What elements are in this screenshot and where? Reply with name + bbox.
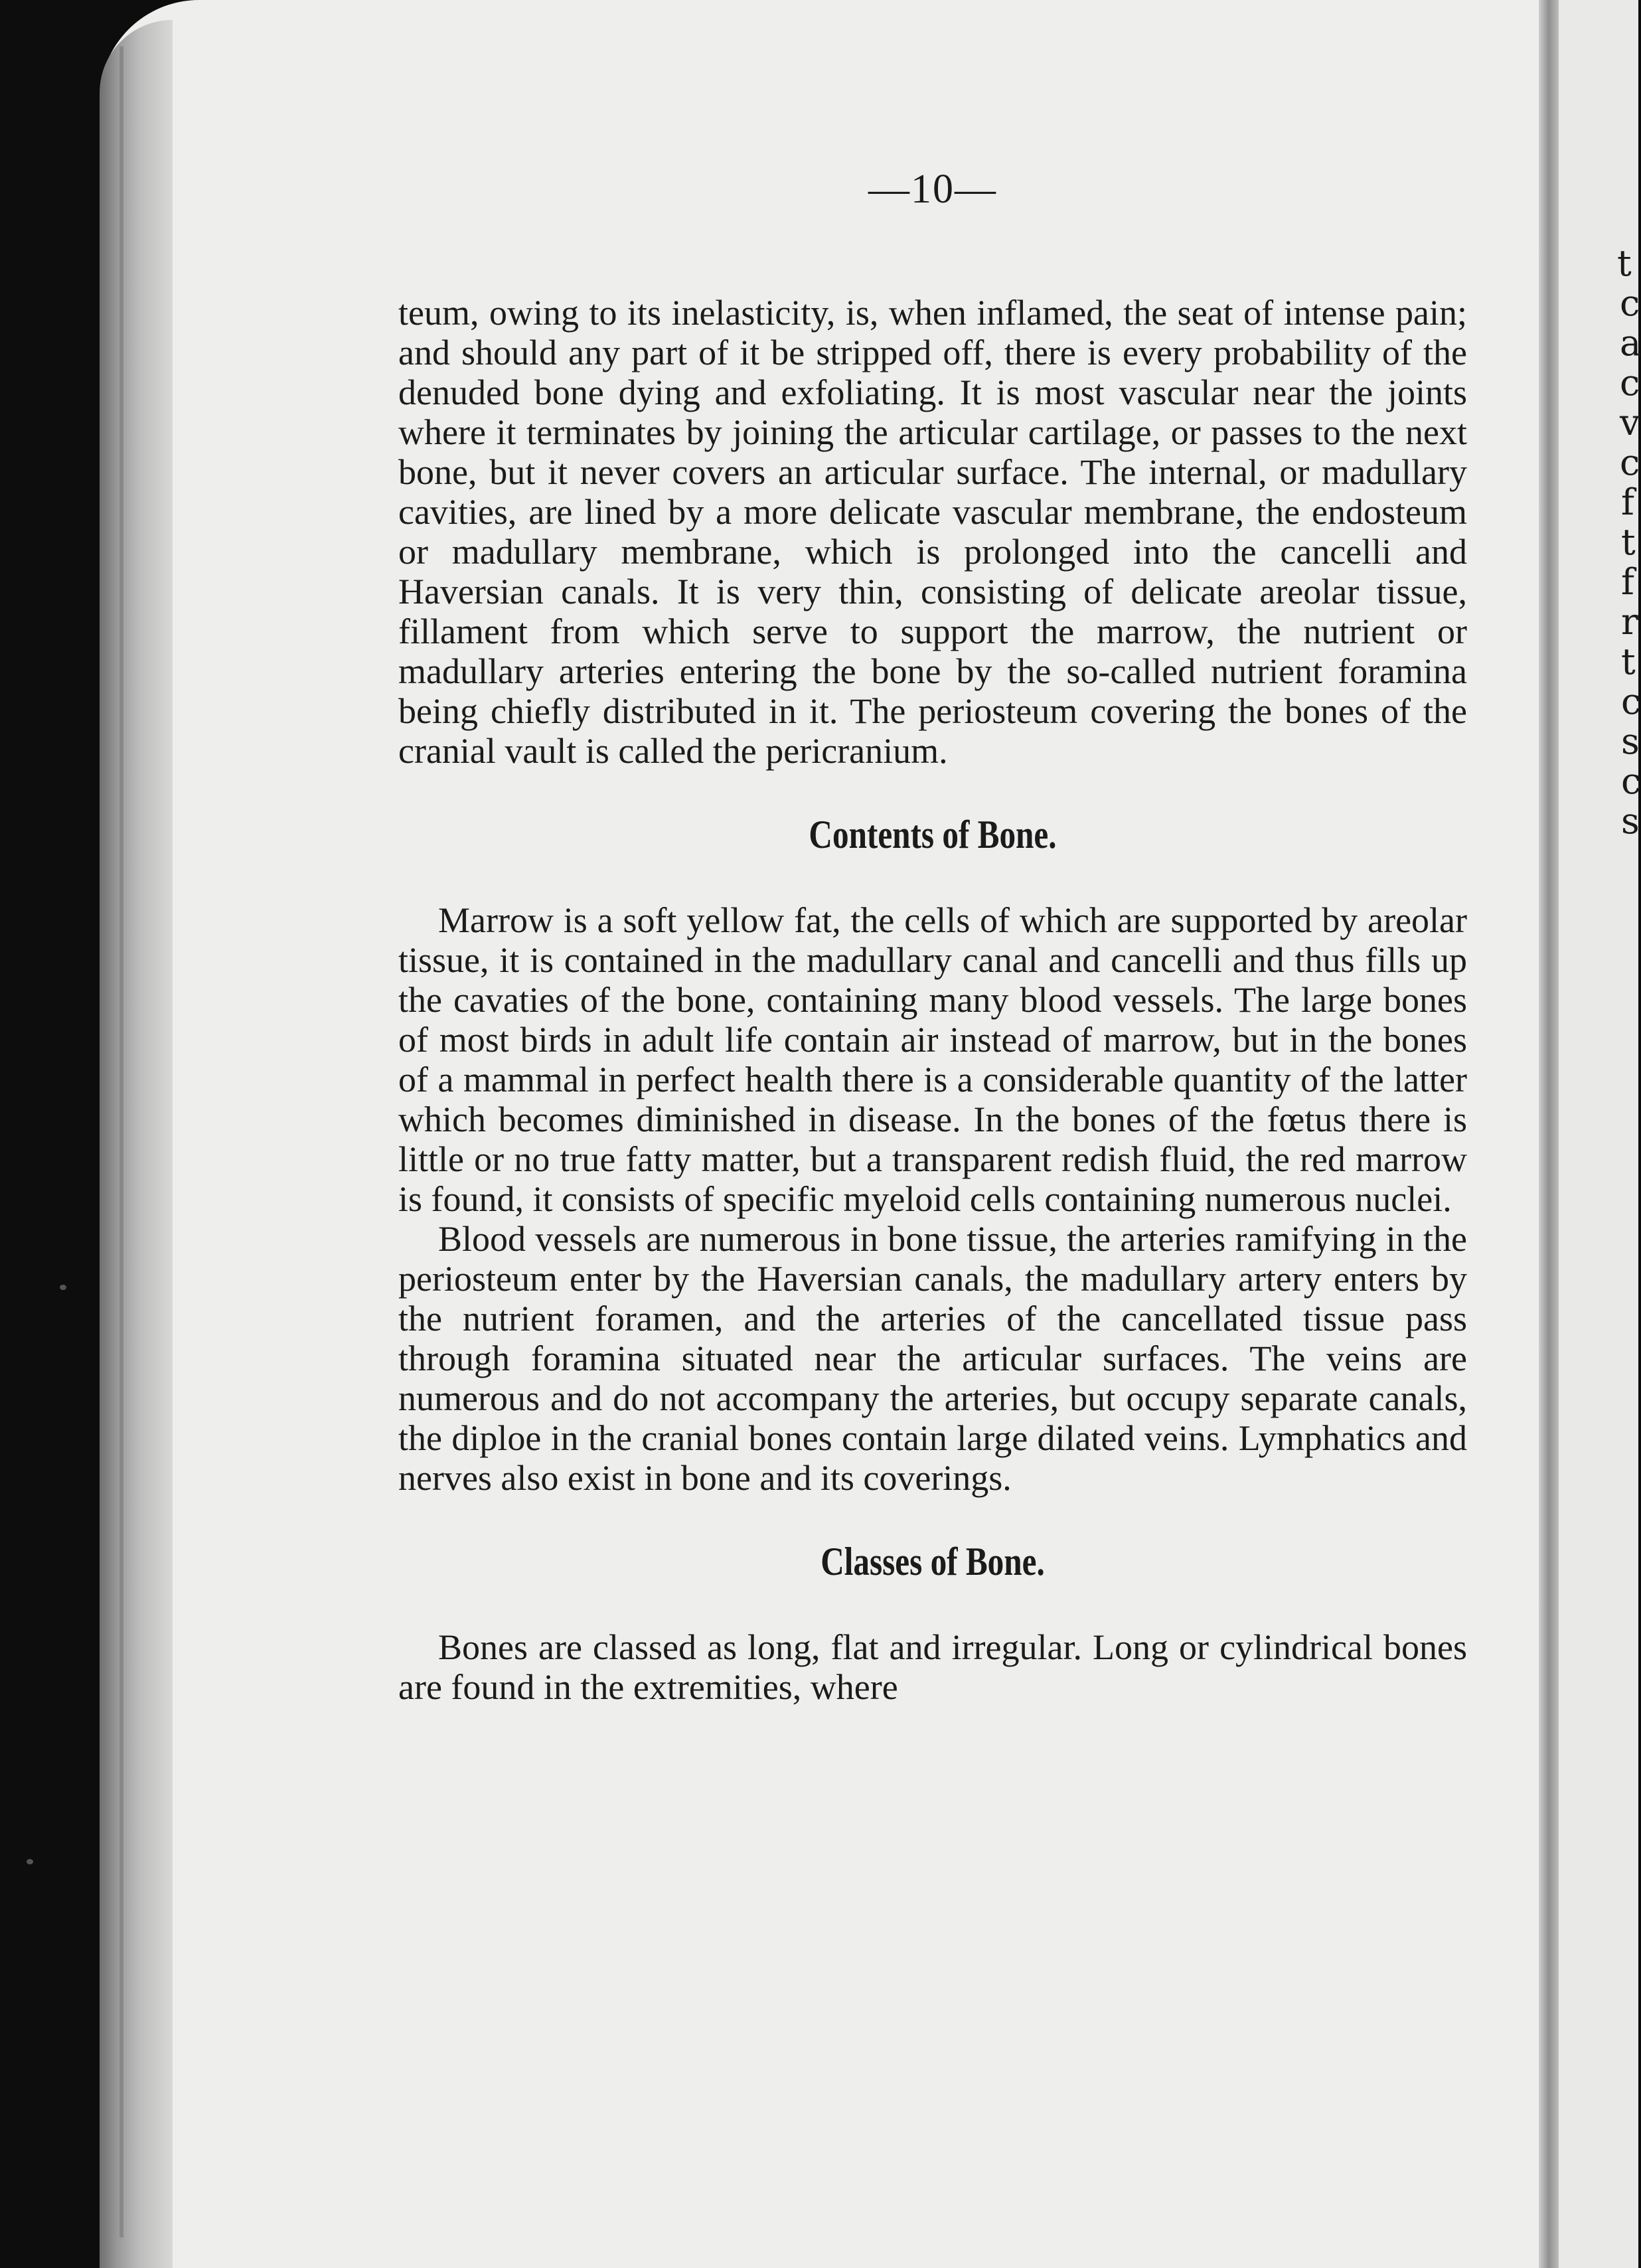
- facing-page-fragment: c: [1620, 442, 1640, 483]
- facing-page-fragment: c: [1621, 681, 1641, 722]
- page-text: [398, 166, 1467, 1707]
- facing-page: [1559, 0, 1641, 2268]
- paragraph-classes: Bones are classed as long, flat and irregular. Long or cylindrical bones are found in the extremities, where: [398, 1627, 1467, 1707]
- facing-page-fragment: r: [1621, 601, 1638, 643]
- facing-page-fragment: c: [1620, 362, 1640, 404]
- facing-page-fragment: c: [1620, 282, 1640, 324]
- facing-page-fragment: a: [1620, 322, 1641, 364]
- facing-page-fragment: f: [1621, 481, 1634, 523]
- facing-page-fragment: s: [1621, 800, 1640, 842]
- facing-page-fragment: s: [1621, 720, 1640, 762]
- section-heading-contents-of-bone: Contents of Bone.: [809, 813, 1057, 856]
- page-number: —10—: [868, 167, 997, 212]
- facing-page-fragment: v: [1620, 402, 1640, 444]
- section-heading-classes-of-bone: Classes of Bone.: [820, 1540, 1045, 1583]
- facing-page-fragment: t: [1621, 521, 1636, 563]
- facing-page-fragment: t: [1621, 641, 1636, 683]
- paragraph-marrow: Marrow is a soft yellow fat, the cells of which are supported by areolar tissue, it is contained in the madullary canal and cancelli and thus fills up the cavaties of the bone, containing many blood vessels. The large bones of most birds in adult life contain air instead of marrow, but in the bones of a mammal in perfect health there is a considerable quantity of the latter which becomes diminished in disease. In the bones of the fœtus there is little or no true fatty matter, but a transparent redish fluid, the red marrow is found, it consists of specific myeloid cells containing numerous nuclei.: [398, 900, 1467, 1219]
- paragraph-periosteum: teum, owing to its inelasticity, is, when inflamed, the seat of intense pain; and should any part of it be stripped off, there is every probability of the denuded bone dying and exfoliating. It is most vascular near the joints where it terminates by joining the articular cartilage, or passes to the next bone, but it never covers an articular surface. The internal, or madullary cavities, are lined by a more delicate vascular membrane, the endosteum or madullary membrane, which is prolonged into the cancelli and Haversian canals. It is very thin, consisting of delicate areolar tissue, fillament from which serve to support the marrow, the nutrient or madullary arteries entering the bone by the so-called nutrient foramina being chiefly distributed in it. The periosteum covering the bones of the cranial vault is called the pericranium.: [398, 293, 1467, 771]
- book-gutter: [1539, 0, 1559, 2268]
- page-stack-edge: [100, 20, 173, 2268]
- paragraph-blood-vessels: Blood vessels are numerous in bone tissue, the arteries ramifying in the periosteum enter by the Haversian canals, the madullary artery enters by the nutrient foramen, and the arteries of the cancellated tissue pass through foramina situated near the articular surfaces. The veins are numerous and do not accompany the arteries, but occupy separate canals, the diploe in the cranial bones contain large dilated veins. Lymphatics and nerves also exist in bone and its coverings.: [398, 1219, 1467, 1498]
- facing-page-fragment: f: [1621, 561, 1634, 603]
- facing-page-fragment: t: [1617, 242, 1632, 284]
- dust-speck: [27, 1859, 33, 1864]
- dust-speck: [60, 1285, 66, 1290]
- facing-page-fragment: c: [1621, 760, 1641, 802]
